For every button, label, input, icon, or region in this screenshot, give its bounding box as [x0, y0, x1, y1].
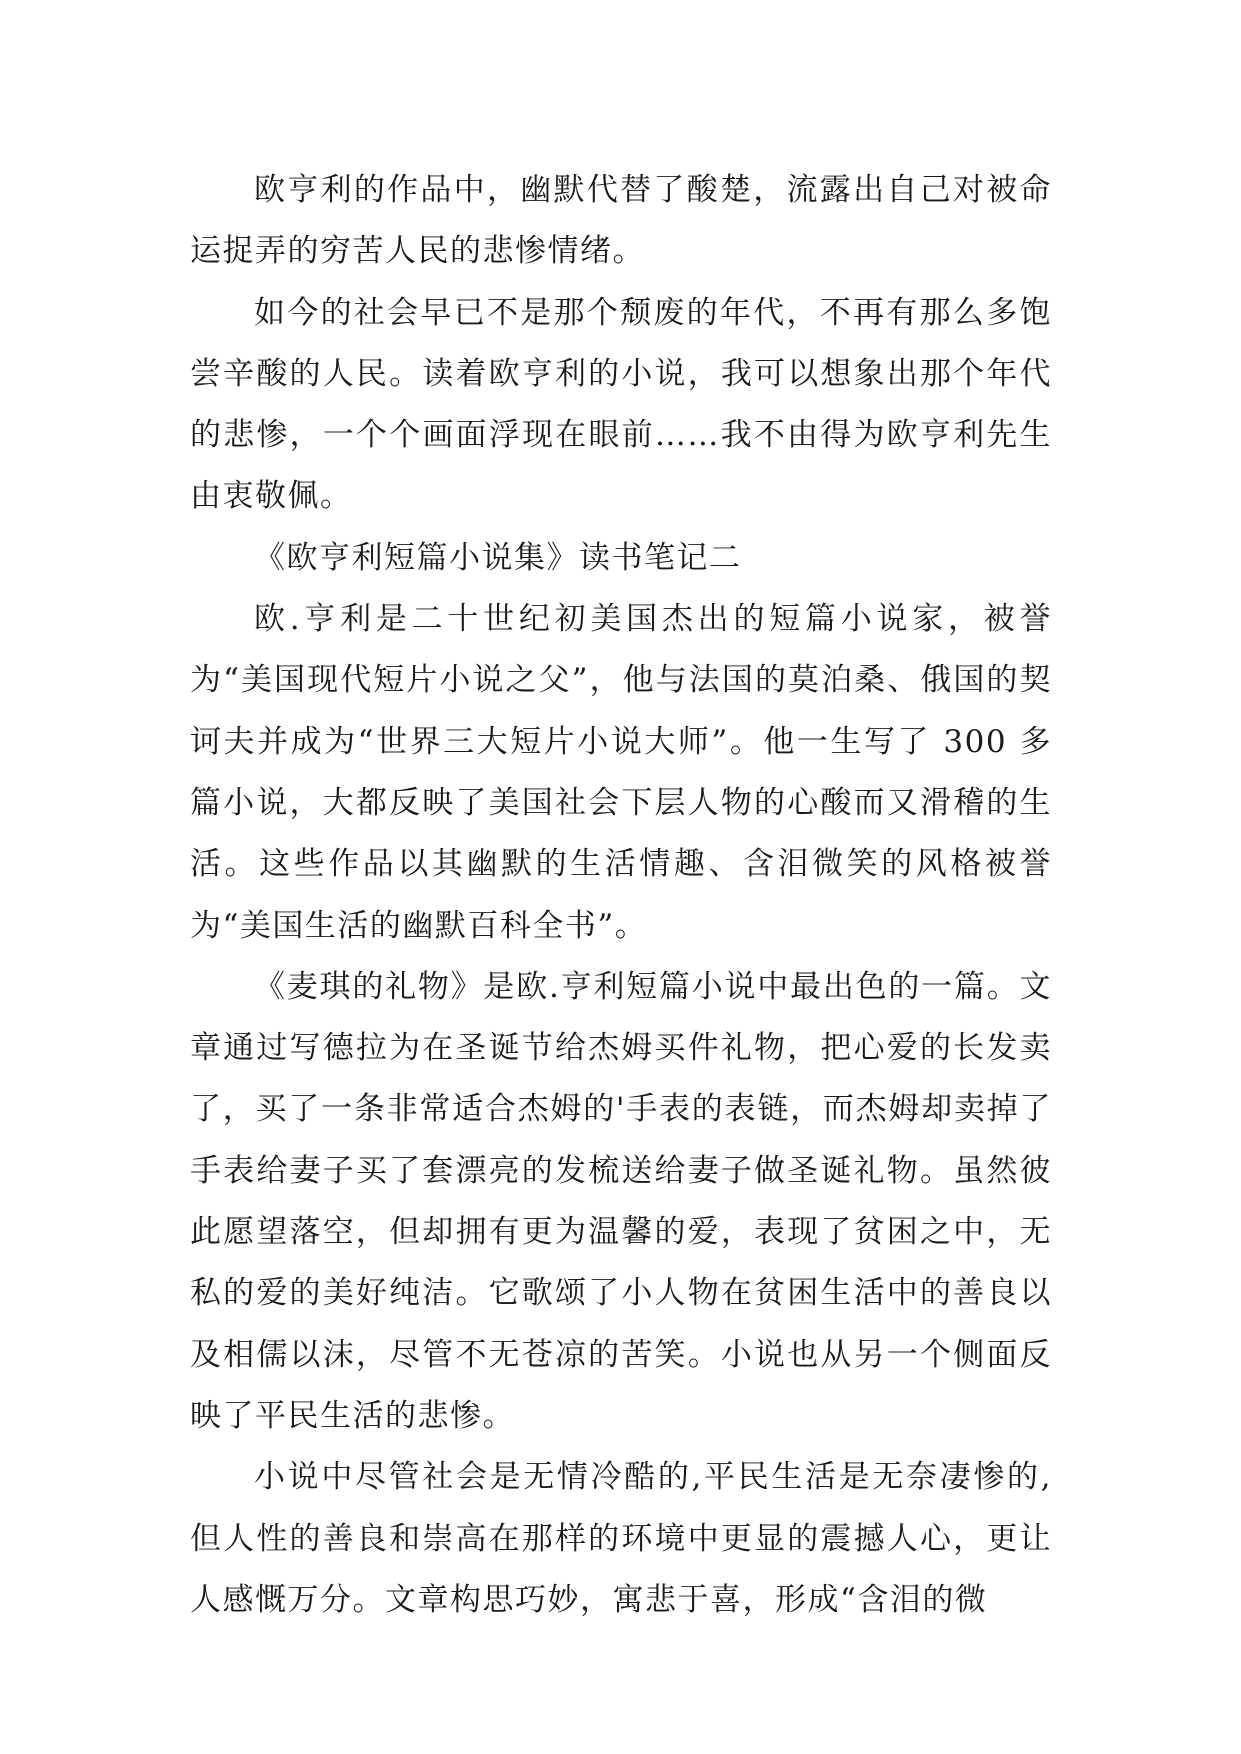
paragraph-1: 欧亨利的作品中，幽默代替了酸楚，流露出自己对被命运捉弄的穷苦人民的悲惨情绪。	[190, 172, 1052, 270]
paragraph-2: 如今的社会早已不是那个颓废的年代，不再有那么多饱尝辛酸的人民。读着欧亨利的小说，我可以想象出那个年代的悲惨，一个个画面浮现在眼前……我不由得为欧亨利先生由衷敬佩。	[190, 294, 1052, 515]
paragraph-5: 小说中尽管社会是无情冷酷的,平民生活是无奈凄惨的,但人性的善良和崇高在那样的环境中更显的震撼人心，更让人感慨万分。文章构思巧妙，寓悲于喜，形成“含泪的微	[190, 1459, 1052, 1618]
section-heading: 《欧亨利短篇小说集》读书笔记二	[254, 539, 742, 576]
body-text	[190, 160, 1052, 1631]
paragraph-4: 《麦琪的礼物》是欧.亨利短篇小说中最出色的一篇。文章通过写德拉为在圣诞节给杰姆买件礼物，把心爱的长发卖了，买了一条非常适合杰姆的'手表的表链，而杰姆却卖掉了手表给妻子买了套漂亮的发梳送给妻子做圣诞礼物。虽然彼此愿望落空，但却拥有更为温馨的爱，表现了贫困之中，无私的爱的美好纯洁。它歌颂了小人物在贫困生活中的善良以及相儒以沫，尽管不无苍凉的苦笑。小说也从另一个侧面反映了平民生活的悲惨。	[190, 968, 1052, 1434]
paragraph-3: 欧.亨利是二十世纪初美国杰出的短篇小说家，被誉为“美国现代短片小说之父”，他与法国的莫泊桑、俄国的契诃夫并成为“世界三大短片小说大师”。他一生写了 300 多篇小说，大都反映了美国社会下层人物的心酸而又滑稽的生活。这些作品以其幽默的生活情趣、含泪微笑的风格被誉为“美国生活的幽默百科全书”。	[190, 601, 1052, 944]
